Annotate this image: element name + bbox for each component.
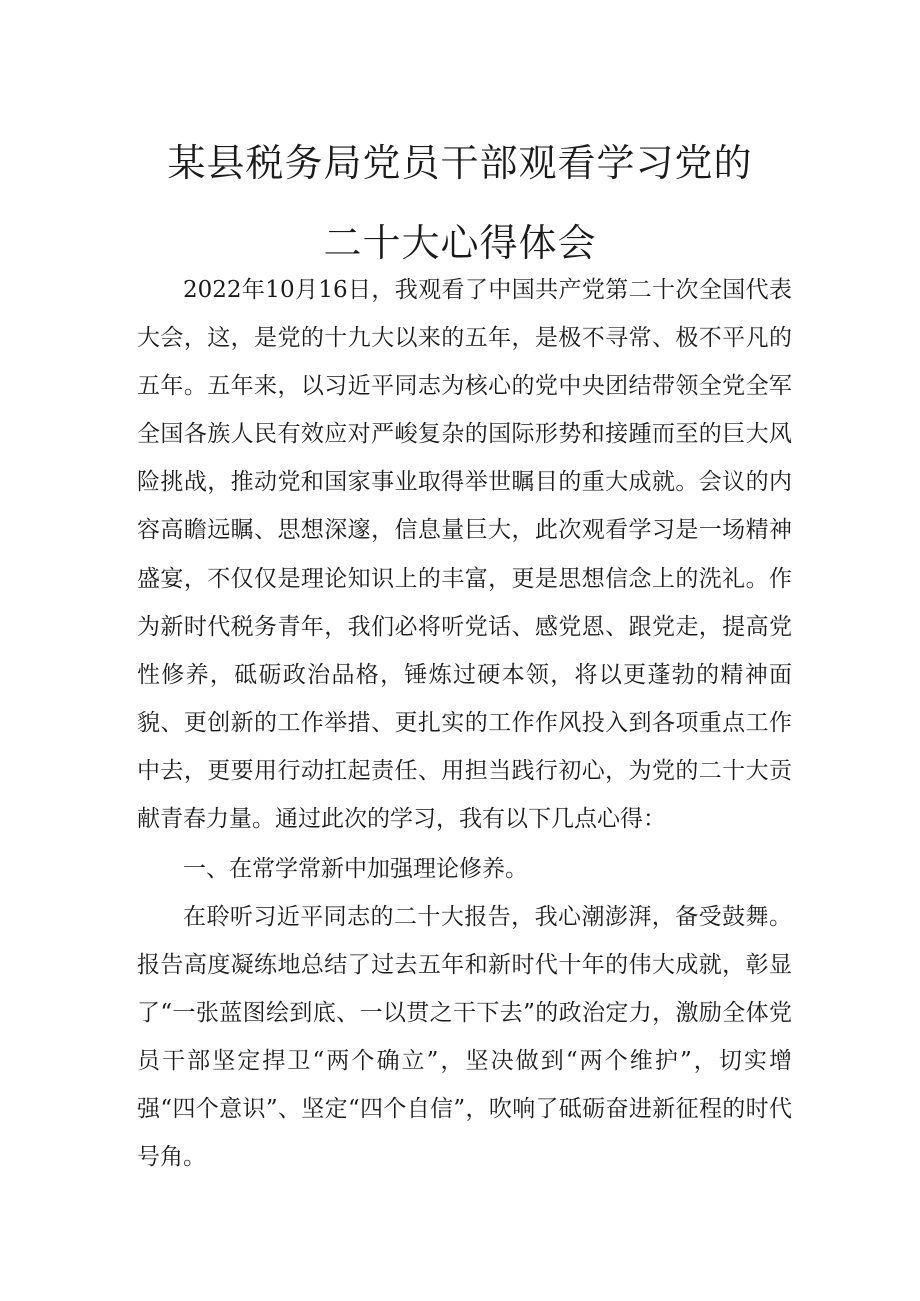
document-title-line-1: 某县税务局党员干部观看学习党的 <box>167 141 753 185</box>
paragraph-section-1: 在聆听习近平同志的二十大报告，我心潮澎湃，备受鼓舞。报告高度凝练地总结了过去五年和新时代十年的伟大成就，彰显了“一张蓝图绘到底、一以贯之干下去”的政治定力，激励全体党员干部坚定捍卫“两个确立”，坚决做到“两个维护”，切实增强“四个意识”、坚定“四个自信”，吹响了砥砺奋进新征程的时代号角。 <box>137 904 792 1171</box>
paragraph-intro: 2022年10月16日，我观看了中国共产党第二十次全国代表大会，这，是党的十九大以来的五年，是极不寻常、极不平凡的五年。五年来，以习近平同志为核心的党中央团结带领全党全军全国各族人民有效应对严峻复杂的国际形势和接踵而至的巨大风险挑战，推动党和国家事业取得举世瞩目的重大成就。会议的内容高瞻远瞩、思想深邃，信息量巨大，此次观看学习是一场精神盛宴，不仅仅是理论知识上的丰富，更是思想信念上的洗礼。作为新时代税务青年，我们必将听党话、感党恩、跟党走，提高党性修养，砥砺政治品格，锤炼过硬本领，将以更蓬勃的精神面貌、更创新的工作举措、更扎实的工作作风投入到各项重点工作中去，更要用行动扛起责任、用担当践行初心，为党的二十大贡献青春力量。通过此次的学习，我有以下几点心得： <box>137 277 792 833</box>
section-heading-1: 一、在常学常新中加强理论修养。 <box>183 856 528 882</box>
document-title-line-2: 二十大心得体会 <box>323 221 597 265</box>
